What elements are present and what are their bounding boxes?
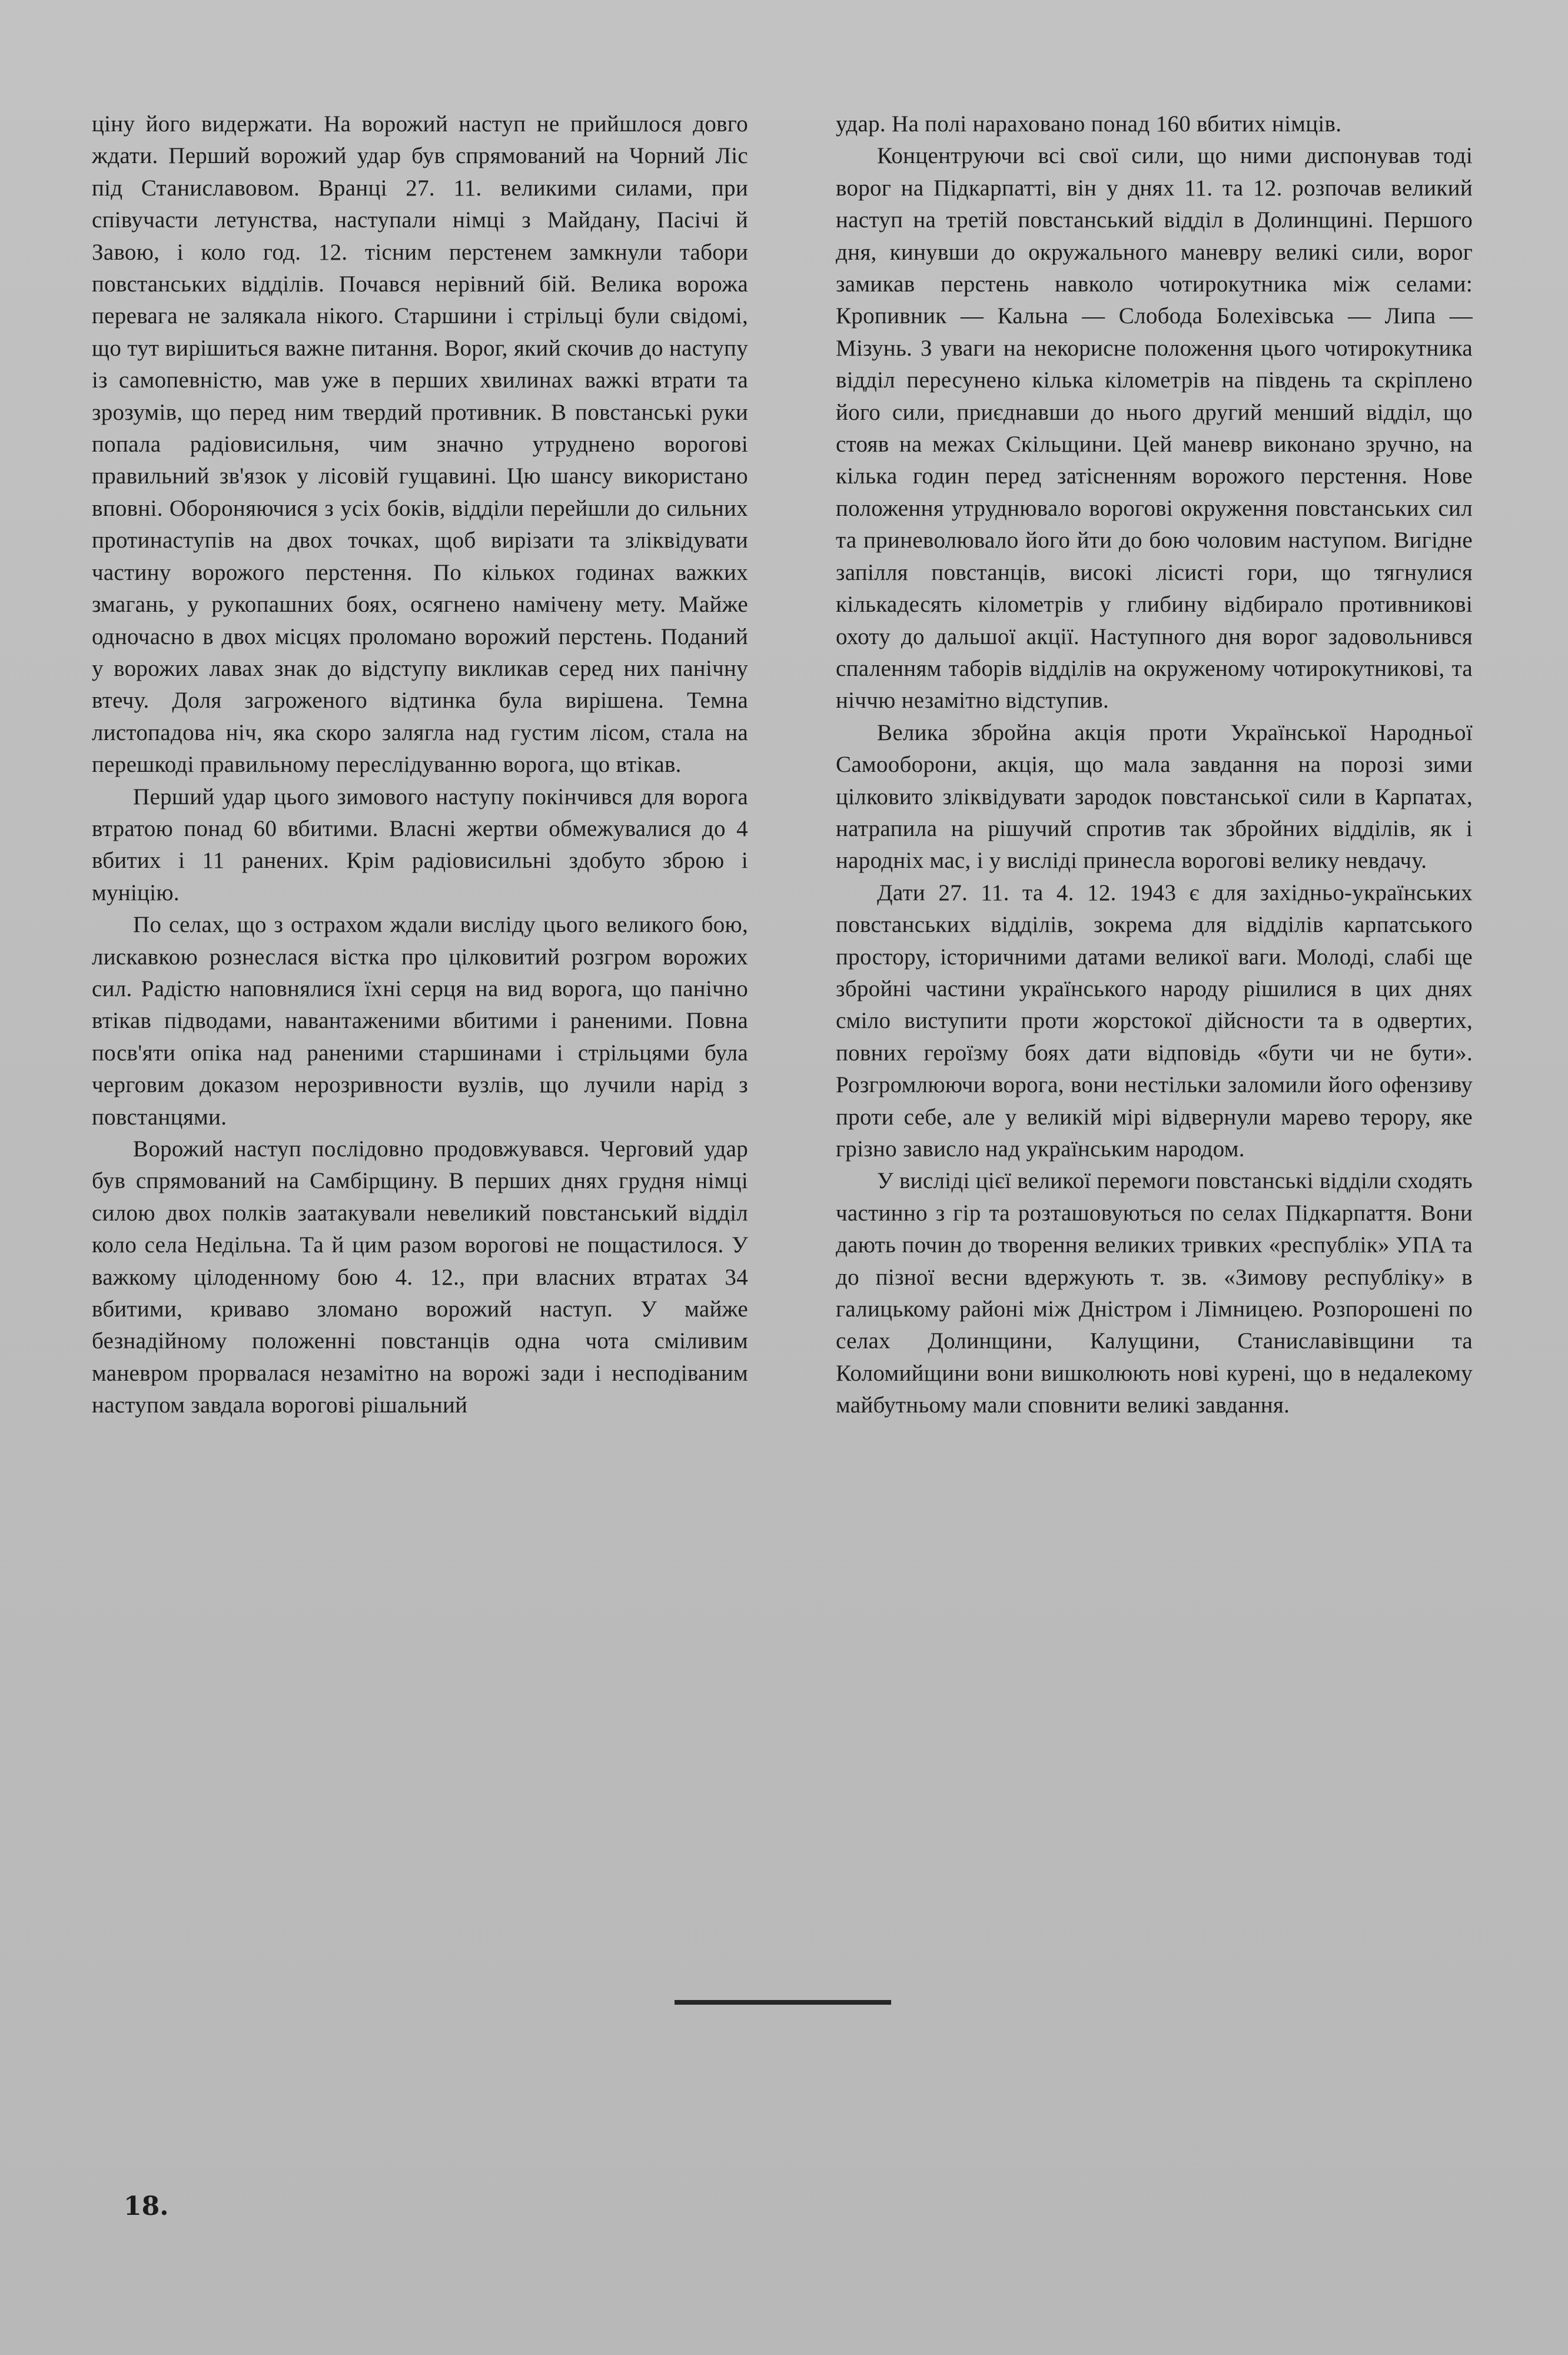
page-number: 18. (124, 2191, 169, 2221)
paragraph: У висліді цієї великої перемоги повстанські відділи сходять частинно з гір та розташовуються по селах Підкарпаття. Вони дають почин до творення великих тривких «республік» УПА та до пізної весни вдержують т. зв. «Зимову республіку» в галицькому районі між Дністром і Лімницею. Розпорошені по селах Долинщини, Калущини, Станиславівщини та Коломийщини вони вишколюють нові курені, що в недалекому майбутньому мали сповнити великі завдання. (836, 1168, 1473, 1418)
paragraph: Концентруючи всі свої сили, що ними диспонував тоді ворог на Підкарпатті, він у днях 11. та 12. розпочав великий наступ на третій повстанський відділ в Долинщині. Першого дня, кинувши до окружального маневру великі сили, ворог замикав перстень навколо чотирокутника між селами: Кропивник — Кальна — Слобода Болехівська — Липа — Мізунь. З уваги на некорисне положення цього чотирокутника відділ пересунено кілька кілометрів на південь та скріплено його сили, приєднавши до нього другий менший відділ, що стояв на межах Скільщини. Цей маневр виконано зручно, на кілька годин перед затісненням ворожого перстення. Нове положення утруднювало ворогові окруження повстанських сил та приневолювало його йти до бою чоловим наступом. Вигідне запілля повстанців, високі лісисті гори, що тягнулися кількадесять кілометрів у глибину відбирало противникові охоту до дальшої акції. Наступного дня ворог задовольнився спаленням таборів відділів на окруженому чотирокутникові, та ніччю незамітно відступив. (836, 143, 1473, 714)
paragraph: Дати 27. 11. та 4. 12. 1943 є для західньо-українських повстанських відділів, зокрема для відділів карпатського простору, історичними датами великої ваги. Молоді, слабі ще збройні частини українського народу рішилися в цих днях сміло виступити проти жорстокої дійсности та в одвертих, повних героїзму боях дати відповідь «бути чи не бути». Розгромлюючи ворога, вони нестільки заломили його офензиву проти себе, але у великій мірі відвернули марево терору, яке грізно зависло над українським народом. (836, 880, 1473, 1162)
paragraph: ціну його видержати. На ворожий наступ не прийшлося довго ждати. Перший ворожий удар був спрямований на Чорний Ліс під Станиславовом. Вранці 27. 11. великими силами, при співучасти летунства, наступали німці з Майдану, Пасічі й Завою, і коло год. 12. тісним перстенем замкнули табори повстанських відділів. Почався нерівний бій. Велика ворожа перевага не залякала нікого. Старшини і стрільці були свідомі, що тут вирішиться важне питання. Ворог, який скочив до наступу із самопевністю, мав уже в перших хвилинах важкі втрати та зрозумів, що перед ним твердий противник. В повстанські руки попала радіовисильня, чим значно утруднено ворогові правильний зв'язок у лісовій гущавині. Цю шансу використано вповні. Обороняючися з усіх боків, відділи перейшли до сильних протинаступів на двох точках, щоб вирізати та зліквідувати частину ворожого перстення. По кількох годинах важких змагань, у рукопашних боях, осягнено намічену мету. Майже одночасно в двох місцях проломано ворожий перстень. Поданий у ворожих лавах знак до відступу викликав серед них панічну втечу. Доля загроженого відтинка була вирішена. Темна листопадова ніч, яка скоро залягла над густим лісом, стала на перешкоді правильному переслідуванню ворога, що втікав. (92, 111, 748, 778)
paragraph: удар. На полі нараховано понад 160 вбитих німців. (836, 111, 1342, 137)
paragraph: Велика збройна акція проти Української Народньої Самооборони, акція, що мала завдання на порозі зими цілковито зліквідувати зародок повстанської сили в Карпатах, натрапила на рішучий спротив так збройних відділів, як і народніх мас, і у висліді принесла ворогові велику невдачу. (836, 719, 1473, 874)
paragraph: Ворожий наступ послідовно продовжувався. Черговий удар був спрямований на Самбірщину. В перших днях грудня німці силою двох полків заатакували невеликий повстанський відділ коло села Недільна. Та й цим разом ворогові не пощастилося. У важкому цілоденному бою 4. 12., при власних втратах 34 вбитими, криваво зломано ворожий наступ. У майже безнадійному положенні повстанців одна чота сміливим маневром прорвалася незамітно на ворожі зади і несподіваним наступом завдала ворогові рішальний (92, 1136, 748, 1418)
section-divider (675, 2000, 891, 2005)
paragraph: Перший удар цього зимового наступу покінчився для ворога втратою понад 60 вбитими. Власні жертви обмежувалися до 4 вбитих і 11 ранених. Крім радіовисильні здобуто зброю і муніцію. (92, 784, 748, 905)
paragraph: По селах, що з острахом ждали висліду цього великого бою, лискавкою рознеслася вістка про цілковитий розгром ворожих сил. Радістю наповнялися їхні серця на вид ворога, що панічно втікав підводами, навантаженими вбитими і раненими. Повна посв'яти опіка над раненими старшинами і стрільцями була черговим доказом нерозривности вузлів, що лучили нарід з повстанцями. (92, 912, 748, 1130)
right-text-column (836, 108, 1473, 1422)
left-text-column (92, 108, 748, 1422)
